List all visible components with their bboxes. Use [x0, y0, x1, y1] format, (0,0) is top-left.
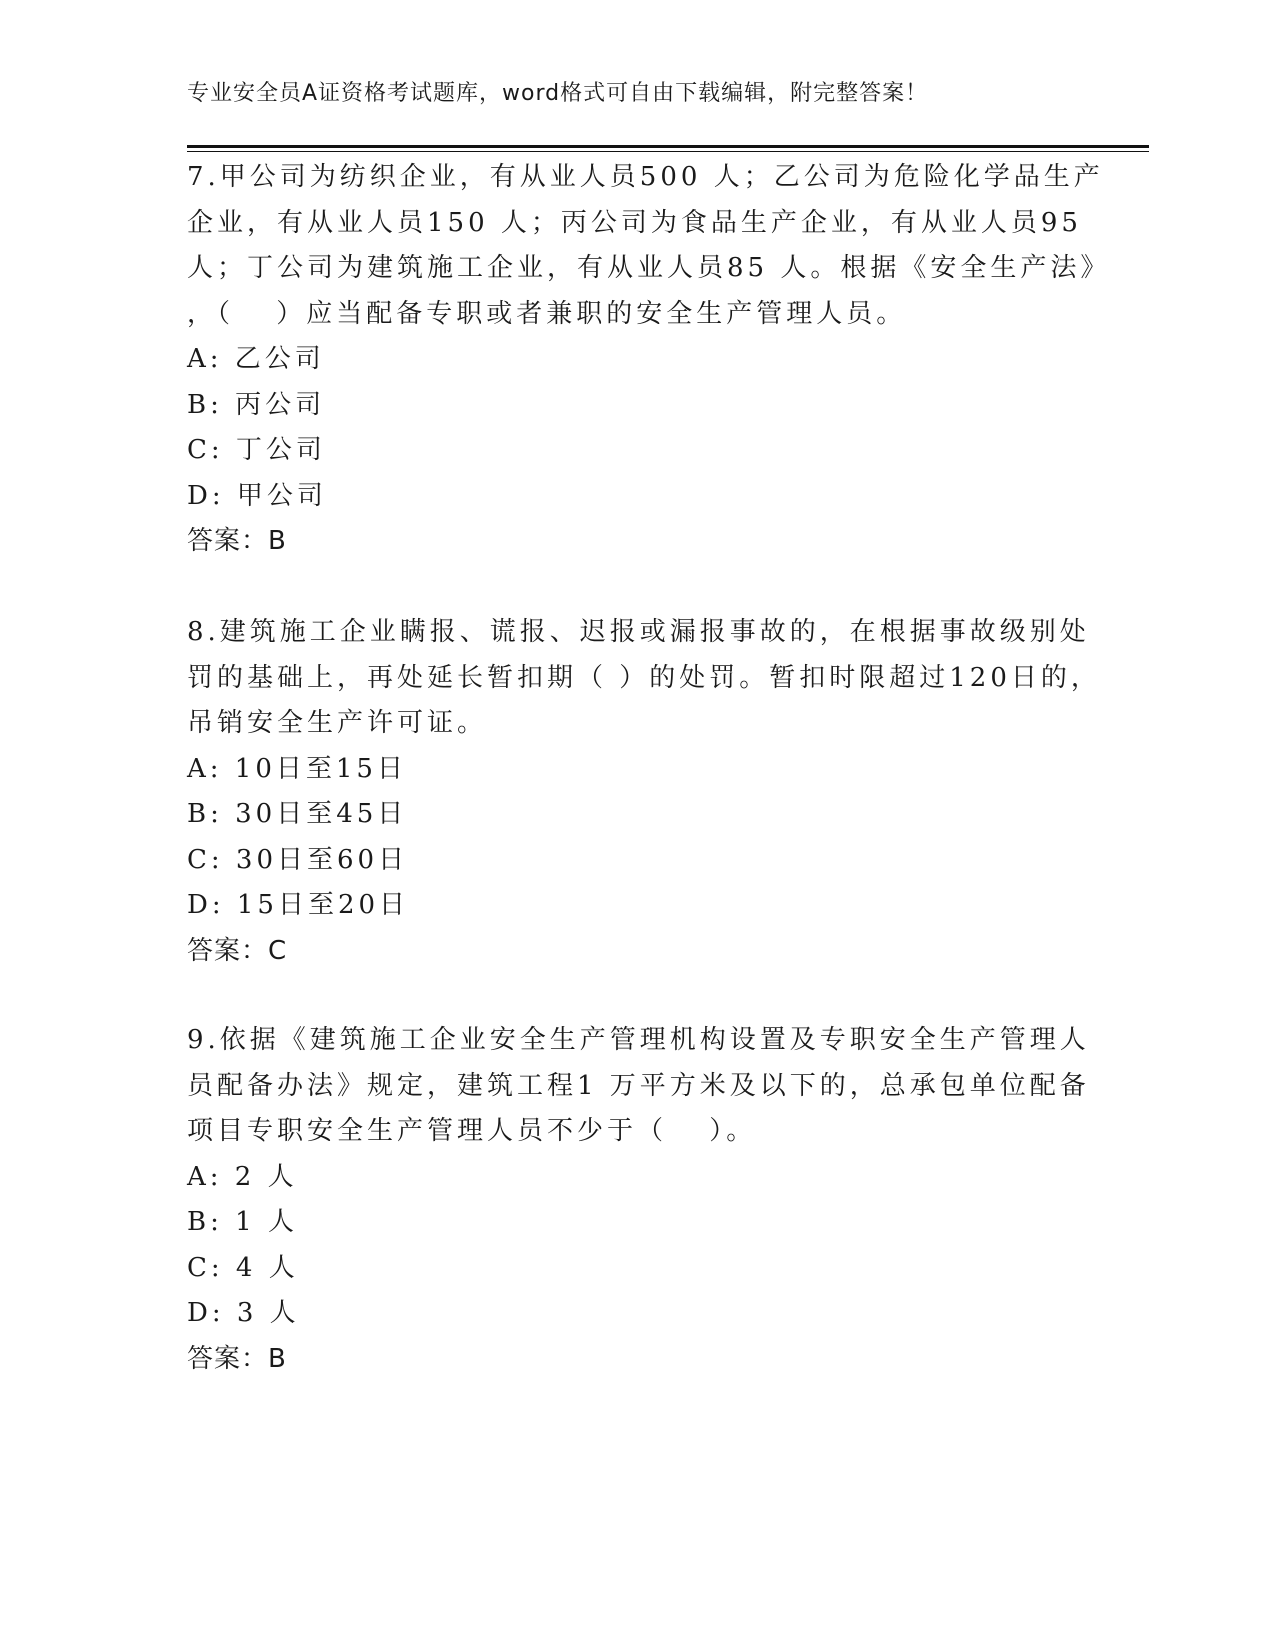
question-line: 8.建筑施工企业瞒报、谎报、迟报或漏报事故的，在根据事故级别处	[187, 617, 1090, 647]
option-d: D: 甲公司	[187, 480, 327, 511]
header-rule-thin	[187, 151, 1149, 152]
option-b: B: 30日至45日	[187, 799, 408, 829]
question-text	[187, 1018, 1090, 1155]
header-rule-thick	[187, 145, 1149, 148]
option-c: C: 4 人	[187, 1252, 299, 1283]
question-8	[187, 610, 1101, 974]
answer-line: 答案：C	[187, 935, 288, 966]
option-c: C: 30日至60日	[187, 844, 409, 875]
question-7	[187, 155, 1111, 565]
option-a: A: 10日至15日	[187, 753, 407, 784]
question-line: 吊销安全生产许可证。	[187, 708, 488, 738]
question-line: 员配备办法》规定，建筑工程1 万平方米及以下的，总承包单位配备	[187, 1070, 1090, 1101]
question-text	[187, 155, 1111, 337]
question-line: 人；丁公司为建筑施工企业，有从业人员85 人。根据《安全生产法》	[187, 253, 1111, 283]
question-line: 企业，有从业人员150 人；丙公司为食品生产企业，有从业人员95	[187, 207, 1082, 238]
answer-line: 答案：B	[187, 526, 287, 556]
page-header: 专业安全员A证资格考试题库，word格式可自由下载编辑，附完整答案！	[187, 81, 929, 106]
question-line: 7.甲公司为纺织企业，有从业人员500 人；乙公司为危险化学品生产	[187, 162, 1104, 192]
answer-line: 答案：B	[187, 1343, 287, 1374]
option-c: C: 丁公司	[187, 435, 326, 465]
question-9	[187, 1018, 1090, 1382]
question-text	[187, 610, 1101, 747]
option-a: A: 2 人	[187, 1161, 298, 1192]
question-line: 项目专职安全生产管理人员不少于（ ）。	[187, 1116, 757, 1146]
question-line: 9.依据《建筑施工企业安全生产管理机构设置及专职安全生产管理人	[187, 1025, 1090, 1055]
option-b: B: 1 人	[187, 1207, 298, 1237]
option-d: D: 15日至20日	[187, 890, 410, 920]
option-d: D: 3 人	[187, 1298, 300, 1328]
question-line: ，（ ）应当配备专职或者兼职的安全生产管理人员。	[187, 298, 907, 329]
option-b: B: 丙公司	[187, 389, 326, 420]
question-line: 罚的基础上，再处延长暂扣期（ ）的处罚。暂扣时限超过120日的，	[187, 662, 1101, 693]
option-a: A: 乙公司	[187, 344, 325, 374]
